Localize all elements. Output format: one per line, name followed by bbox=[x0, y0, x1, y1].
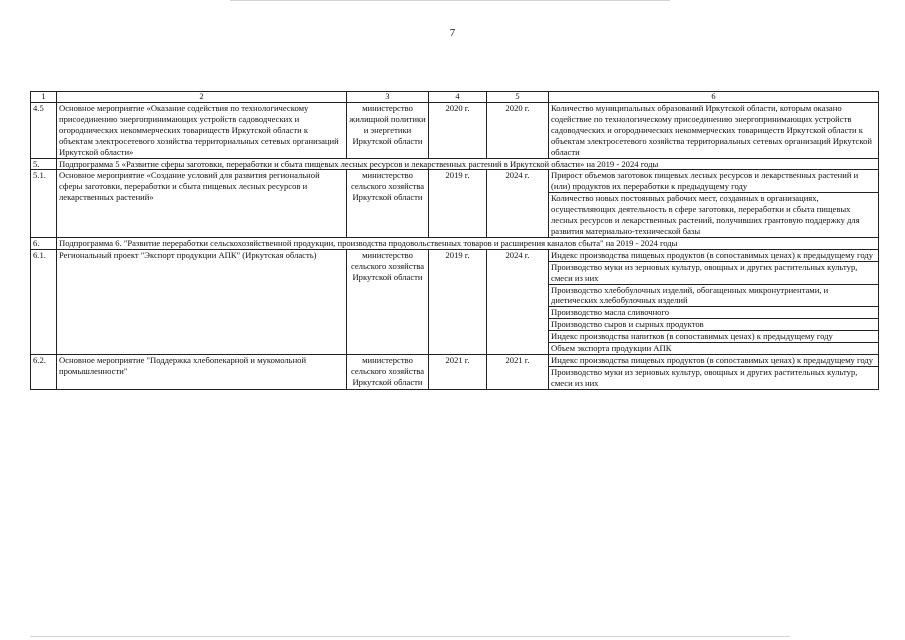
indicator: Индекс производства пищевых продуктов (в сопоставимых ценах) к предыдущему году bbox=[549, 249, 879, 261]
row-number: 6.2. bbox=[31, 354, 57, 389]
indicator: Производство муки из зерновых культур, овощных и других растительных культур, смеси из них bbox=[549, 366, 879, 389]
end-year: 2024 г. bbox=[487, 249, 549, 354]
start-year: 2020 г. bbox=[429, 103, 487, 159]
end-year: 2021 г. bbox=[487, 354, 549, 389]
row-number: 6. bbox=[31, 237, 57, 249]
scan-artifact-bottom bbox=[30, 636, 790, 637]
indicator: Индекс производства пищевых продуктов (в сопоставимых ценах) к предыдущему году bbox=[549, 354, 879, 366]
table-row bbox=[31, 170, 879, 193]
table-header-row bbox=[31, 92, 879, 103]
indicator: Объем экспорта продукции АПК bbox=[549, 343, 879, 355]
table-row bbox=[31, 103, 879, 159]
start-year: 2021 г. bbox=[429, 354, 487, 389]
activity-name: Основное мероприятие «Создание условий для развития региональной сферы заготовки, переработки и сбыта пищевых лесных ресурсов и лекарственных растений» bbox=[57, 170, 347, 237]
row-number: 4.5 bbox=[31, 103, 57, 159]
header-col-1: 1 bbox=[31, 92, 57, 103]
header-col-6: 6 bbox=[549, 92, 879, 103]
row-number: 6.1. bbox=[31, 249, 57, 354]
end-year: 2024 г. bbox=[487, 170, 549, 237]
end-year: 2020 г. bbox=[487, 103, 549, 159]
activity-name: Основное мероприятие «Оказание содействия по технологическому присоединению энергопринимающих устройств садоводческих и огороднических некоммерческих товариществ Иркутской области к объектам электросетевого хозяйства территориальных сетевых организаций Иркутской области» bbox=[57, 103, 347, 159]
table-body bbox=[31, 92, 879, 390]
subprogram-title: Подпрограмма 5 «Развитие сферы заготовки, переработки и сбыта пищевых лесных ресурсов и лекарственных растений в Иркутской области» на 2019 - 2024 годы bbox=[57, 158, 879, 170]
indicator: Прирост объемов заготовок пищевых лесных ресурсов и лекарственных растений и (или) продуктов их переработки к предыдущему году bbox=[549, 170, 879, 193]
indicator: Количество муниципальных образований Иркутской области, которым оказано содействие по технологическому присоединению энергопринимающих устройств садоводческих и огороднических некоммерческих товариществ Иркутской области к объектам электросетевого хозяйства территориальных сетевых организаций Иркутской области bbox=[549, 103, 879, 159]
header-col-2: 2 bbox=[57, 92, 347, 103]
executor: министерство жилищной политики и энергетики Иркутской области bbox=[347, 103, 429, 159]
executor: министерство сельского хозяйства Иркутской области bbox=[347, 249, 429, 354]
indicator: Производство хлебобулочных изделий, обогащенных микронутриентами, и диетических хлебобулочных изделий bbox=[549, 284, 879, 307]
subprogram-row bbox=[31, 237, 879, 249]
header-col-3: 3 bbox=[347, 92, 429, 103]
page-number: 7 bbox=[449, 27, 456, 39]
row-number: 5. bbox=[31, 158, 57, 170]
indicator: Производство масла сливочного bbox=[549, 307, 879, 319]
activity-name: Основное мероприятие "Поддержка хлебопекарной и мукомольной промышленности" bbox=[57, 354, 347, 389]
subprogram-row bbox=[31, 158, 879, 170]
table-row bbox=[31, 249, 879, 261]
start-year: 2019 г. bbox=[429, 170, 487, 237]
activity-name: Региональный проект "Экспорт продукции АПК" (Иркутская область) bbox=[57, 249, 347, 354]
executor: министерство сельского хозяйства Иркутской области bbox=[347, 354, 429, 389]
executor: министерство сельского хозяйства Иркутской области bbox=[347, 170, 429, 237]
header-col-4: 4 bbox=[429, 92, 487, 103]
header-col-5: 5 bbox=[487, 92, 549, 103]
scan-artifact-top bbox=[230, 0, 670, 1]
program-table bbox=[30, 91, 879, 390]
table-row bbox=[31, 354, 879, 366]
row-number: 5.1. bbox=[31, 170, 57, 237]
indicator: Производство муки из зерновых культур, овощных и других растительных культур, смеси из них bbox=[549, 261, 879, 284]
start-year: 2019 г. bbox=[429, 249, 487, 354]
indicator: Индекс производства напитков (в сопоставимых ценах) к предыдущему году bbox=[549, 331, 879, 343]
indicator: Производство сыров и сырных продуктов bbox=[549, 319, 879, 331]
indicator: Количество новых постоянных рабочих мест, созданных в организациях, осуществляющих деятельность в сфере заготовки, переработки и сбыта пищевых лесных ресурсов и лекарственных растений, получивших грантовую поддержку для развития материально-технической базы bbox=[549, 193, 879, 238]
subprogram-title: Подпрограмма 6. "Развитие переработки сельскохозяйственной продукции, производства продовольственных товаров и расширения каналов сбыта" на 2019 - 2024 годы bbox=[57, 237, 879, 249]
